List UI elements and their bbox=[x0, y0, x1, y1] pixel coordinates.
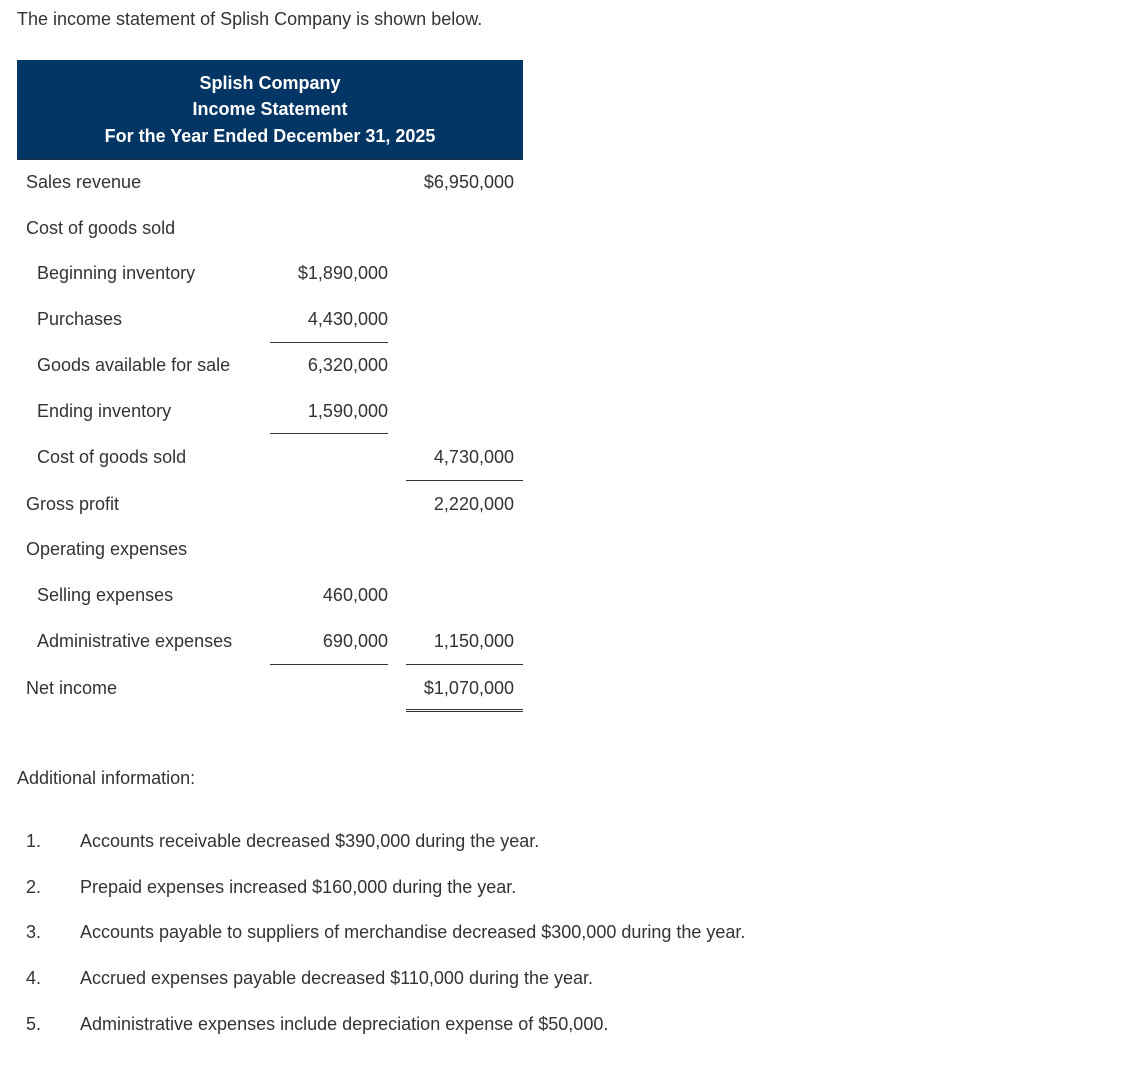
item-text: Prepaid expenses increased $160,000 during the year. bbox=[80, 877, 517, 897]
row-ending-inventory bbox=[17, 399, 523, 445]
item-text: Accrued expenses payable decreased $110,000 during the year. bbox=[80, 968, 594, 988]
row-label: Goods available for sale bbox=[37, 355, 231, 375]
row-cogs-heading bbox=[17, 216, 523, 262]
row-label: Selling expenses bbox=[37, 585, 174, 605]
underline-ending-inventory bbox=[270, 433, 388, 434]
list-item bbox=[0, 829, 1100, 853]
row-beginning-inventory bbox=[17, 261, 523, 307]
row-label: Gross profit bbox=[26, 494, 120, 514]
underline-purchases bbox=[270, 342, 388, 343]
row-label: Purchases bbox=[37, 309, 123, 329]
row-col1: 4,430,000 bbox=[307, 309, 388, 329]
row-col1: 6,320,000 bbox=[307, 355, 388, 375]
statement-title: Income Statement bbox=[192, 99, 348, 119]
underline-cogs bbox=[406, 480, 523, 481]
underline-admin-col1 bbox=[270, 664, 388, 665]
row-col2: 2,220,000 bbox=[433, 494, 514, 514]
row-col2: $1,070,000 bbox=[423, 678, 514, 698]
row-operating-expenses-heading bbox=[17, 537, 523, 583]
list-item bbox=[0, 875, 1100, 899]
row-gross-profit bbox=[17, 492, 523, 538]
row-label: Cost of goods sold bbox=[37, 447, 187, 467]
list-item bbox=[0, 966, 1100, 990]
row-col1: 690,000 bbox=[322, 631, 388, 651]
statement-header bbox=[17, 60, 523, 160]
item-text: Accounts payable to suppliers of merchandise decreased $300,000 during the year. bbox=[80, 922, 746, 942]
row-sales-revenue bbox=[17, 170, 523, 216]
row-label: Beginning inventory bbox=[37, 263, 196, 283]
row-selling-expenses bbox=[17, 583, 523, 629]
income-statement bbox=[17, 60, 523, 698]
row-col2: $6,950,000 bbox=[423, 172, 514, 192]
row-label: Operating expenses bbox=[26, 539, 188, 559]
additional-info-title: Additional information: bbox=[17, 768, 196, 788]
row-col1: 1,590,000 bbox=[307, 401, 388, 421]
double-underline-net-income bbox=[406, 709, 523, 712]
item-number: 4. bbox=[26, 968, 42, 988]
underline-admin-col2 bbox=[406, 664, 523, 665]
row-goods-available bbox=[17, 353, 523, 399]
item-number: 2. bbox=[26, 877, 42, 897]
row-col2: 4,730,000 bbox=[433, 447, 514, 467]
company-name: Splish Company bbox=[199, 73, 341, 93]
row-label: Sales revenue bbox=[26, 172, 142, 192]
row-col1: $1,890,000 bbox=[297, 263, 388, 283]
item-number: 1. bbox=[26, 831, 42, 851]
statement-period: For the Year Ended December 31, 2025 bbox=[104, 126, 436, 146]
row-net-income bbox=[17, 676, 523, 722]
row-label: Cost of goods sold bbox=[26, 218, 176, 238]
item-text: Accounts receivable decreased $390,000 during the year. bbox=[80, 831, 540, 851]
row-label: Net income bbox=[26, 678, 118, 698]
item-number: 3. bbox=[26, 922, 42, 942]
row-label: Ending inventory bbox=[37, 401, 172, 421]
row-label: Administrative expenses bbox=[37, 631, 233, 651]
row-purchases bbox=[17, 307, 523, 353]
item-number: 5. bbox=[26, 1014, 42, 1034]
item-text: Administrative expenses include depreciation expense of $50,000. bbox=[80, 1014, 609, 1034]
intro-text: The income statement of Splish Company is shown below. bbox=[17, 9, 483, 29]
list-item bbox=[0, 920, 1100, 944]
row-cogs-total bbox=[17, 445, 523, 491]
row-administrative-expenses bbox=[17, 629, 523, 675]
row-col1: 460,000 bbox=[322, 585, 388, 605]
row-col2: 1,150,000 bbox=[433, 631, 514, 651]
list-item bbox=[0, 1012, 1100, 1036]
